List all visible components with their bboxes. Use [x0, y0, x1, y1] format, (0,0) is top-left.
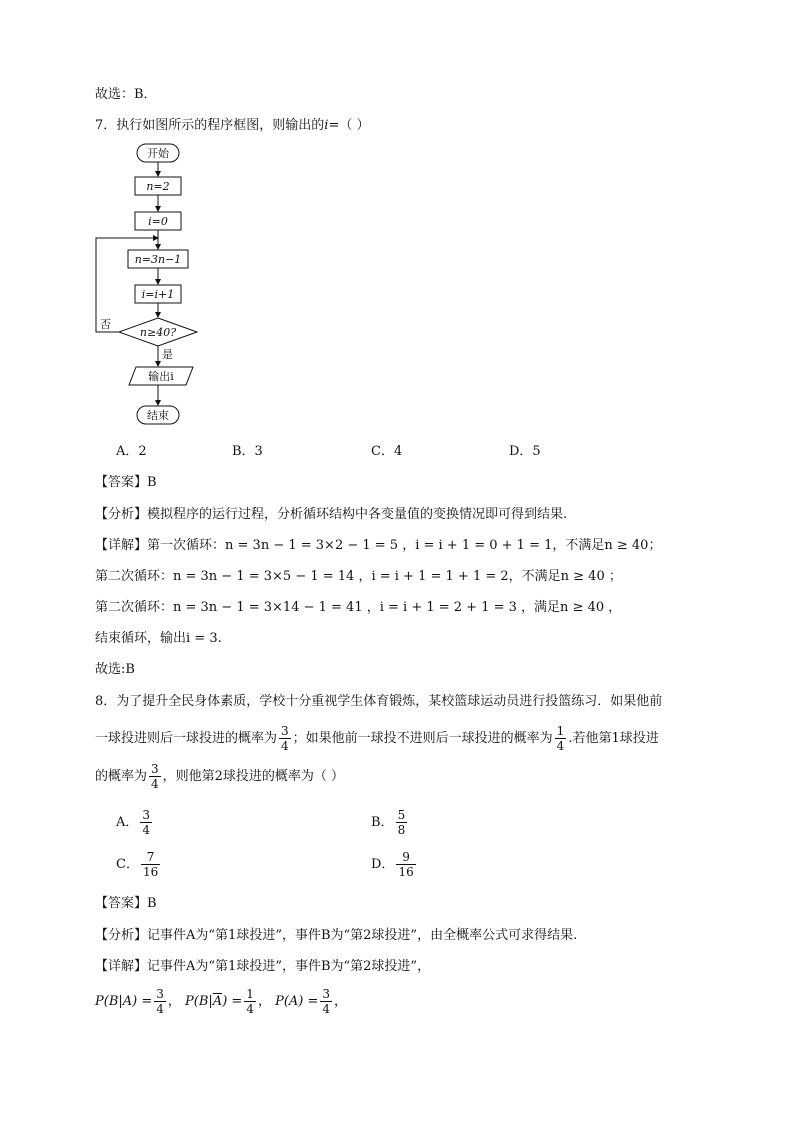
q7-detail-1 — [95, 537, 661, 555]
q8-stem-1: 8．为了提升全民身体素质，学校十分重视学生体育锻炼，某校篮球运动员进行投篮练习．如果他前 — [95, 694, 663, 709]
flow-box-n2 — [135, 177, 181, 195]
q8-detail — [95, 958, 430, 976]
q8-option-d: D． $\frac{9}{16}$ — [371, 850, 414, 879]
q7-option-a: A．2 — [116, 444, 147, 459]
q7-answer-tag: 【答案】 — [95, 475, 148, 490]
q7-detail-4: 结束循环，输出i = 3. — [95, 631, 222, 646]
flow-box-i-update — [135, 285, 181, 303]
q8-analysis-tag: 【分析】 — [95, 928, 148, 943]
flow-yes-label: 是 — [162, 348, 173, 361]
svg-text:n=3n−1: n=3n−1 — [134, 253, 182, 266]
svg-text:开始: 开始 — [147, 147, 169, 160]
q7-option-b: B．3 — [232, 444, 263, 459]
q8-stem-3a: 的概率为 — [95, 769, 148, 784]
prev-conclusion: 故选：B． — [95, 87, 157, 102]
q7-option-c: C．4 — [371, 444, 403, 459]
flow-box-i0 — [135, 212, 181, 230]
q8-answer-value: B — [147, 896, 157, 911]
q7-detail-3: 第二次循环：n = 3n − 1 = 3×14 − 1 = 41 ，i = i + 1 = 2 + 1 = 3 ，满足n ≥ 40 ， — [95, 600, 622, 615]
q8-frac-1: $\frac{3}{4}$ — [281, 724, 289, 753]
q7-detail-line-1: 第一次循环：n = 3n − 1 = 3×2 − 1 = 5 ，i = i + 1 = 0 + 1 = 1，不满足n ≥ 40； — [147, 538, 662, 553]
q8-frac-2: $\frac{1}{4}$ — [556, 724, 565, 753]
q8-stem-2a: 一球投进则后一球投进的概率为 — [95, 731, 278, 746]
q8-stem-2 — [95, 724, 659, 754]
question-7-stem — [95, 117, 369, 135]
q7-option-d: D．5 — [509, 444, 541, 459]
svg-text:n=2: n=2 — [146, 180, 170, 193]
flow-box-n-update — [128, 250, 188, 268]
flow-end — [137, 406, 179, 424]
q8-option-a: A． $\frac{3}{4}$ — [116, 808, 151, 837]
svg-text:i=0: i=0 — [148, 215, 168, 228]
q8-stem-3b: ，则他第2球投进的概率为（ ） — [162, 769, 345, 784]
q7-conclusion: 故选:B — [95, 662, 135, 677]
q8-detail-text: 记事件A为“第1球投进”，事件B为“第2球投进”， — [147, 959, 431, 974]
q7-answer — [95, 474, 157, 492]
q7-answer-value: B — [147, 475, 157, 490]
q8-formula-p1: P(B|A) = — [95, 994, 153, 1009]
flow-start — [137, 144, 179, 162]
q7-analysis — [95, 506, 567, 524]
q8-stem-3 — [95, 762, 344, 792]
q8-analysis-text: 记事件A为“第1球投进”，事件B为“第2球投进”，由全概率公式可求得结果. — [147, 928, 578, 943]
q8-formula: P(B|A) = $\frac{3}{4}$ ， $P(B|\overline{A})$ = $\frac{1}{4}$ ， P(A) = $\frac{3}{4}$ ， — [95, 987, 348, 1016]
svg-text:i=i+1: i=i+1 — [141, 288, 175, 301]
q8-frac-3: $\frac{3}{4}$ — [151, 762, 159, 791]
svg-text:结束: 结束 — [147, 409, 169, 422]
q8-stem-2c: .若他第1球投进 — [568, 731, 659, 746]
q7-stem-end: =（ ） — [328, 118, 370, 133]
q8-formula-p2: P(B| — [185, 994, 213, 1009]
q7-stem-text: 7．执行如图所示的程序框图，则输出的 — [95, 118, 325, 133]
flowchart — [90, 140, 230, 430]
q7-detail-2: 第二次循环：n = 3n − 1 = 3×5 − 1 = 14 ，i = i + 1 = 1 + 1 = 2，不满足n ≥ 40 ； — [95, 569, 622, 584]
q8-formula-f1: $\frac{3}{4}$ — [156, 987, 164, 1016]
q7-analysis-tag: 【分析】 — [95, 507, 148, 522]
q8-answer — [95, 895, 157, 913]
q7-detail-tag: 【详解】 — [95, 538, 148, 553]
q8-answer-tag: 【答案】 — [95, 896, 148, 911]
q8-formula-f3: $\frac{3}{4}$ — [322, 987, 331, 1016]
q8-formula-f2: $\frac{1}{4}$ — [246, 987, 254, 1016]
q8-stem-2b: ；如果他前一球投不进则后一球投进的概率为 — [292, 731, 553, 746]
flow-output — [129, 367, 193, 385]
q7-stem-var: i — [324, 118, 329, 133]
flow-no-label: 否 — [100, 318, 111, 331]
svg-text:n≥40?: n≥40? — [139, 326, 177, 339]
flow-decision — [119, 318, 197, 346]
svg-text:输出i: 输出i — [148, 370, 174, 383]
q8-formula-p2-bar: $\overline{A}$ — [212, 994, 223, 1009]
q8-detail-tag: 【详解】 — [95, 959, 148, 974]
q8-option-b: B． $\frac{5}{8}$ — [371, 808, 406, 837]
q8-formula-p3: P(A) = — [275, 994, 319, 1009]
q8-analysis — [95, 927, 577, 945]
q8-option-c: C． $\frac{7}{16}$ — [116, 850, 159, 879]
q7-analysis-text: 模拟程序的运行过程，分析循环结构中各变量值的变换情况即可得到结果. — [147, 507, 568, 522]
